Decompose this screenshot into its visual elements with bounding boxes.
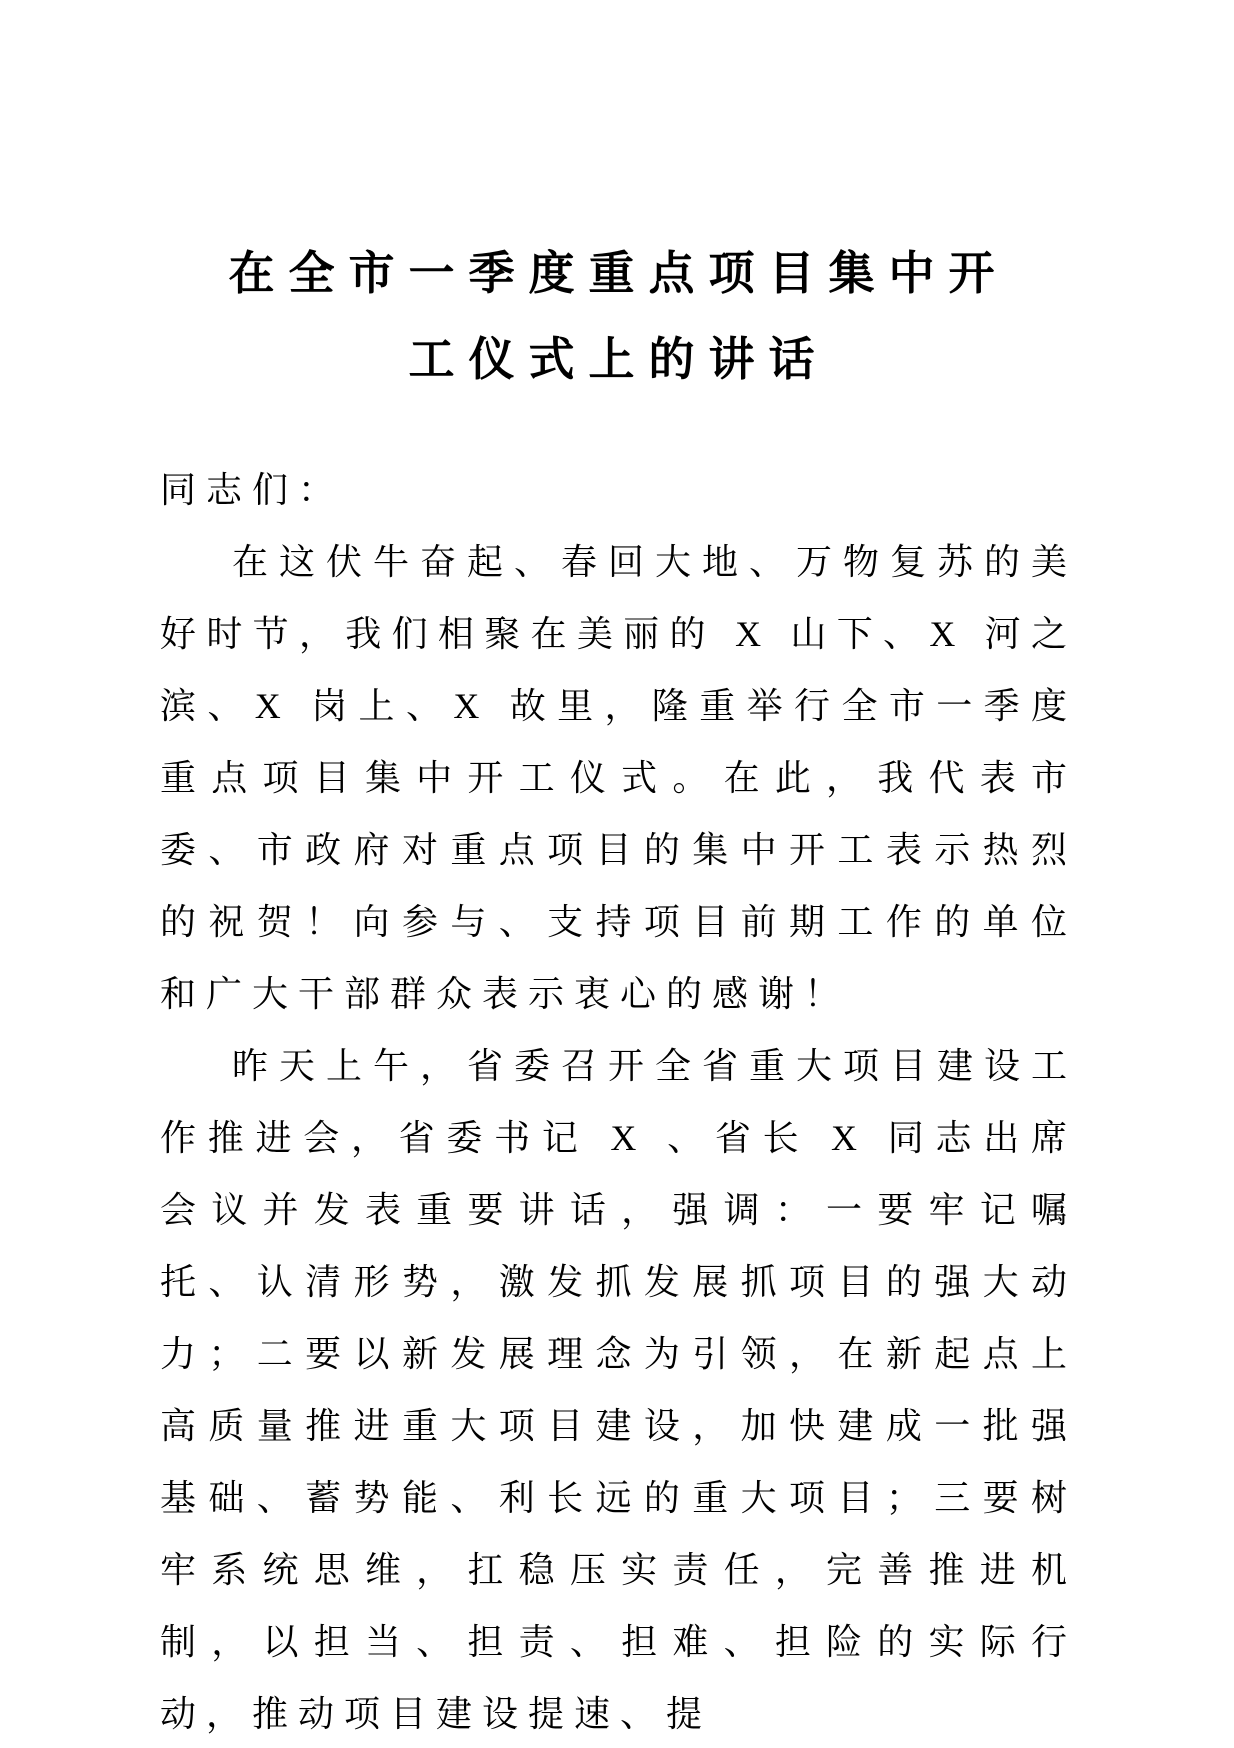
paragraph-province-meeting: 昨天上午，省委召开全省重大项目建设工作推进会，省委书记 X 、省长 X 同志出席会议并发表重要讲话，强调：一要牢记嘱托、认清形势，激发抓发展抓项目的强大动力；二要以新发展理念为引领，在新起点上高质量推进重大项目建设，加快建成一批强基础、蓄势能、利长远的重大项目；三要树牢系统思维，扛稳压实责任，完善推进机制，以担当、担责、担难、担险的实际行动，推动项目建设提速、提 — [160, 1046, 1077, 1734]
paragraph-salutation: 同志们： — [160, 470, 345, 510]
title-line-2: 工仪式上的讲话 — [408, 332, 829, 386]
paragraph-opening: 在这伏牛奋起、春回大地、万物复苏的美好时节，我们相聚在美丽的 X 山下、X 河之滨、X 岗上、X 故里，隆重举行全市一季度重点项目集中开工仪式。在此，我代表市委、市政府对重点项目的集中开工表示热烈的祝贺！向参与、支持项目前期工作的单位和广大干部群众表示衷心的感谢！ — [160, 542, 1077, 1014]
title-line-1: 在全市一季度重点项目集中开 — [228, 246, 1009, 300]
document-title — [160, 230, 1077, 402]
document-body — [160, 454, 1077, 1748]
